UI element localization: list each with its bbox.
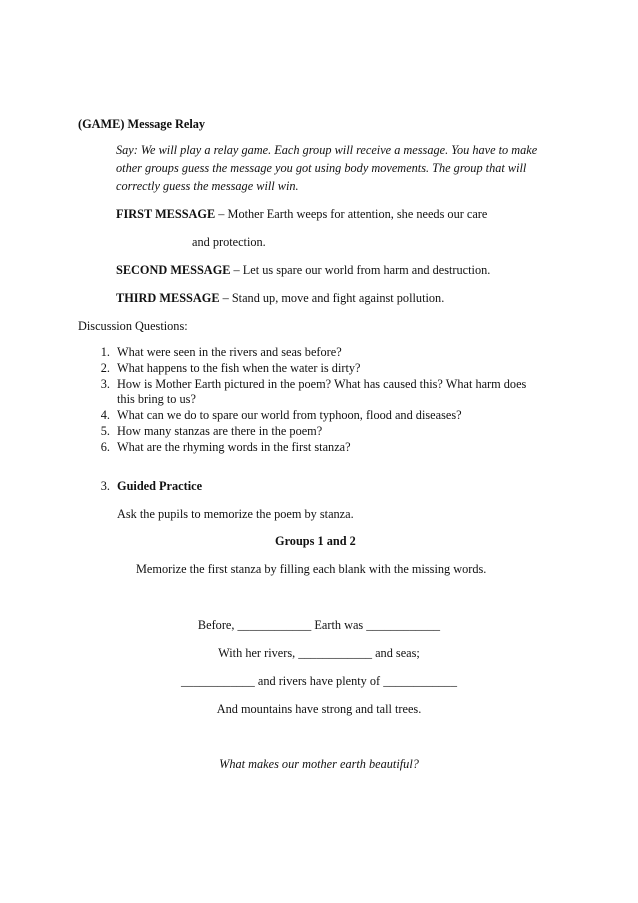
second-message-label: SECOND MESSAGE: [116, 263, 231, 277]
discussion-heading: Discussion Questions:: [78, 319, 188, 333]
first-message-text: – Mother Earth weeps for attention, she needs our care: [215, 207, 488, 221]
question-1-number: 1.: [100, 345, 110, 359]
third-message-text: – Stand up, move and fight against pollution.: [219, 291, 445, 305]
first-message: [116, 206, 487, 223]
say-line-3: correctly guess the message will win.: [116, 179, 299, 193]
first-message-label: FIRST MESSAGE: [116, 207, 216, 221]
stanza-task: Memorize the first stanza by filling each blank with the missing words.: [136, 562, 487, 576]
groups-heading: Groups 1 and 2: [275, 534, 356, 548]
poem-line-4: And mountains have strong and tall trees.: [216, 702, 422, 716]
question-3-number: 3.: [100, 377, 110, 391]
guided-practice-title: Guided Practice: [117, 479, 203, 493]
question-6-text: What are the rhyming words in the first stanza?: [117, 440, 351, 454]
say-line-1: Say: We will play a relay game. Each group will receive a message. You have to make: [116, 143, 538, 157]
question-4-text: What can we do to spare our world from typhoon, flood and diseases?: [117, 408, 462, 422]
poem-line-2: With her rivers, ____________ and seas;: [218, 646, 420, 660]
question-5-text: How many stanzas are there in the poem?: [117, 424, 323, 438]
third-message-label: THIRD MESSAGE: [116, 291, 220, 305]
question-4-number: 4.: [100, 408, 110, 422]
say-line-2: other groups guess the message you got using body movements. The group that will: [116, 161, 527, 175]
question-1-text: What were seen in the rivers and seas before?: [117, 345, 342, 359]
game-title: (GAME) Message Relay: [78, 117, 206, 131]
poem-line-1: Before, ____________ Earth was ____________: [197, 618, 441, 632]
question-5-number: 5.: [100, 424, 110, 438]
guided-practice-number: 3.: [100, 479, 110, 493]
closing-question: What makes our mother earth beautiful?: [219, 757, 419, 771]
question-2-text: What happens to the fish when the water is dirty?: [117, 361, 361, 375]
second-message-text: – Let us spare our world from harm and destruction.: [230, 263, 491, 277]
second-message: [116, 262, 490, 279]
poem-line-3: ____________ and rivers have plenty of ____________: [181, 674, 457, 688]
guided-instruction: Ask the pupils to memorize the poem by stanza.: [117, 507, 354, 521]
question-6-number: 6.: [100, 440, 110, 454]
first-message-continuation: and protection.: [192, 235, 266, 249]
third-message: [116, 290, 444, 307]
question-3-text-line-1: How is Mother Earth pictured in the poem? What has caused this? What harm does: [117, 377, 527, 391]
question-3-text-line-2: this bring to us?: [117, 392, 196, 406]
question-2-number: 2.: [100, 361, 110, 375]
